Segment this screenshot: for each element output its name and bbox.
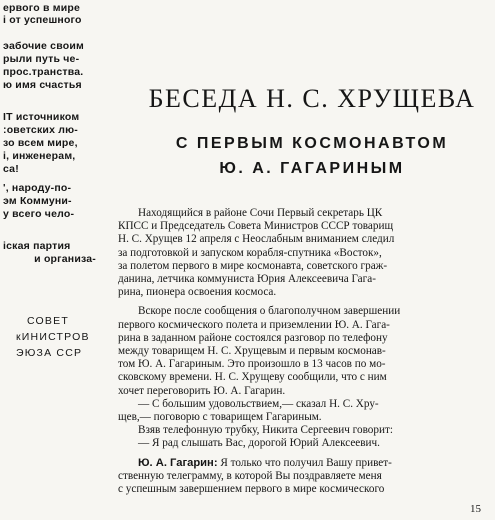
signature-line: СОВЕТ [27, 315, 69, 327]
text-line: за полетом первого в мире космонавта, советского граж- [118, 259, 388, 272]
fragment-line: эм Коммуни- [3, 195, 72, 207]
paragraph [118, 437, 492, 450]
text-line: том Ю. А. Гагариным. Это произошло в 13 часов по мо- [118, 358, 386, 371]
text-line: первого космического полета и приземлении Ю. А. Гага- [118, 318, 390, 331]
speaker-name: Ю. А. Гагарин: [138, 456, 218, 469]
article-subtitle: Ю. А. ГАГАРИНЫМ [219, 160, 405, 177]
text-line [118, 457, 492, 470]
signature-line: ЭЮЗА ССР [16, 347, 83, 359]
fragment-line: у всего чело- [3, 208, 75, 220]
text-line: Н. С. Хрущев 12 апреля с Неослабным вниманием следил [118, 233, 395, 246]
fragment-line: і от успешного [3, 14, 82, 26]
paragraph [118, 398, 492, 424]
text-line: Вскоре после сообщения о благополучном завершении [138, 305, 401, 318]
text-line: рина, пионера освоения космоса. [118, 286, 277, 299]
page-number: 15 [470, 503, 481, 515]
signature-line: кИНИСТРОВ [16, 331, 90, 343]
text-line: хочет переговорить Ю. А. Гагарин. [118, 384, 286, 397]
text-line: данина, летчика коммуниста Юрия Алексеевича Гага- [118, 273, 376, 286]
left-column-fragment [0, 0, 100, 520]
text-line: сковскому времени. Н. С. Хрущеву сообщили, что с ним [118, 371, 387, 384]
paragraph [118, 305, 492, 397]
paragraph [118, 207, 492, 299]
text-line: рина в заданном районе состоялся разговор по телефону [118, 331, 388, 344]
text-line: ственную телеграмму, в которой Вы поздравляете меня [118, 469, 382, 482]
article-subtitle: С ПЕРВЫМ КОСМОНАВТОМ [175, 135, 449, 152]
paragraph [118, 457, 492, 497]
article-title: БЕСЕДА Н. С. ХРУЩЕВА [148, 84, 476, 113]
text-line: с успешным завершением первого в мире космического [118, 483, 385, 496]
fragment-line: іская партия [3, 240, 71, 252]
fragment-line: и организа- [34, 253, 96, 265]
article-body [118, 207, 492, 496]
fragment-line: ервого в мире [3, 2, 80, 14]
fragment-line: зо всем мире, [3, 137, 78, 149]
text-line: щев,— поговорю с товарищем Гагариным. [118, 411, 322, 424]
fragment-line: ю имя счастья [3, 79, 82, 91]
text-line: Взяв телефонную трубку, Никита Сергеевич говорит: [138, 424, 393, 437]
text-line: Находящийся в районе Сочи Первый секретарь ЦК [138, 207, 383, 219]
speech-text: Я только что получил Вашу привет- [217, 456, 392, 469]
fragment-line: ', народу-по- [3, 182, 72, 194]
fragment-line: і, инженерам, [3, 150, 76, 162]
fragment-line: са! [3, 163, 19, 175]
fragment-line: эабочие своим [3, 40, 84, 52]
fragment-line: IT источником [3, 111, 80, 123]
text-line: — Я рад слышать Вас, дорогой Юрий Алексеевич. [138, 437, 380, 450]
fragment-line: :оветских лю- [3, 124, 78, 136]
paragraph [118, 424, 492, 437]
fragment-line: прос.транства. [3, 66, 84, 78]
text-line: — С большим удовольствием,— сказал Н. С. Хру- [138, 397, 379, 410]
text-line: между товарищем Н. С. Хрущевым и первым космонав- [118, 345, 386, 358]
fragment-line: рыли путь че- [3, 53, 80, 65]
text-line: КПСС и Председатель Совета Министров СССР товарищ [118, 220, 394, 233]
text-line: за подготовкой и запуском корабля-спутника «Восток», [118, 246, 382, 259]
